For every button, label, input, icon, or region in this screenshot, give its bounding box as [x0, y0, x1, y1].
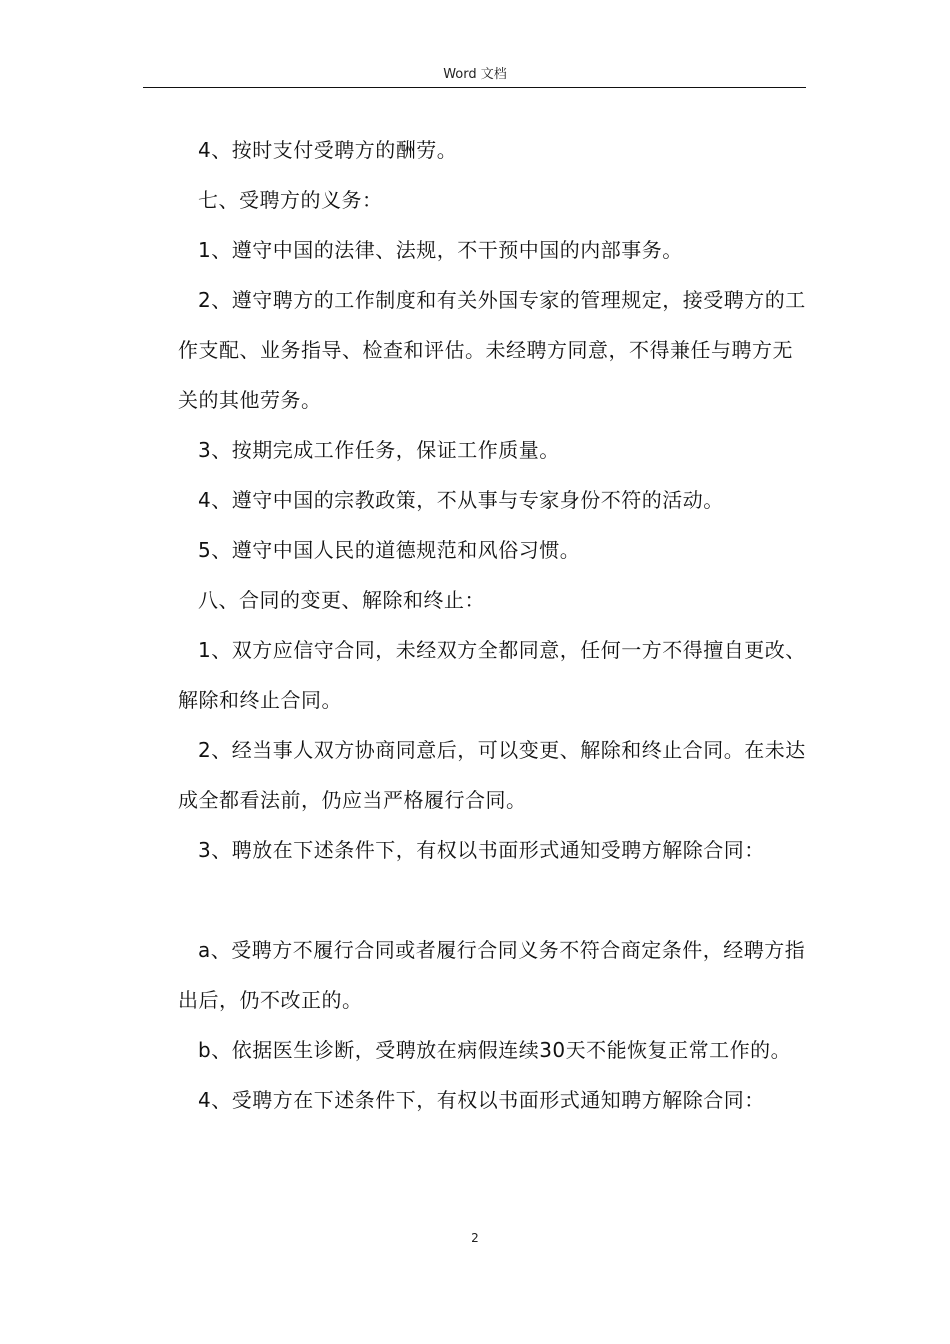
paragraph-complete-tasks: 3、按期完成工作任务，保证工作质量。 [198, 438, 560, 462]
paragraph-mutual-agreement: 2、经当事人双方协商同意后，可以变更、解除和终止合同。在未达成全都看法前，仍应当严格履行合同。 [178, 738, 806, 812]
page-header-title: Word 文档 [443, 67, 507, 82]
paragraph-obey-laws: 1、遵守中国的法律、法规，不干预中国的内部事务。 [198, 238, 683, 262]
paragraph-clause-a: a、受聘方不履行合同或者履行合同义务不符合商定条件，经聘方指出后，仍不改正的。 [178, 938, 806, 1012]
paragraph-employee-termination: 4、受聘方在下述条件下，有权以书面形式通知聘方解除合同： [198, 1088, 765, 1112]
section-heading-employee-obligations: 七、受聘方的义务： [198, 188, 383, 212]
document-body [178, 125, 808, 1125]
blank-line [178, 875, 808, 925]
paragraph-religious-policy: 4、遵守中国的宗教政策，不从事与专家身份不符的活动。 [198, 488, 724, 512]
paragraph-moral-norms: 5、遵守中国人民的道德规范和风俗习惯。 [198, 538, 581, 562]
paragraph-employer-termination: 3、聘放在下述条件下，有权以书面形式通知受聘方解除合同： [198, 838, 765, 862]
section-heading-contract-changes: 八、合同的变更、解除和终止： [198, 588, 485, 612]
header-divider [143, 87, 806, 88]
paragraph-pay-remuneration: 4、按时支付受聘方的酬劳。 [198, 138, 458, 162]
paragraph-clause-b: b、依据医生诊断，受聘放在病假连续30天不能恢复正常工作的。 [198, 1038, 792, 1062]
paragraph-honor-contract: 1、双方应信守合同，未经双方全都同意，任何一方不得擅自更改、解除和终止合同。 [178, 638, 806, 712]
page-number: 2 [471, 1231, 479, 1245]
paragraph-obey-work-rules: 2、遵守聘方的工作制度和有关外国专家的管理规定，接受聘方的工作支配、业务指导、检查和评估。未经聘方同意，不得兼任与聘方无关的其他劳务。 [178, 288, 806, 412]
